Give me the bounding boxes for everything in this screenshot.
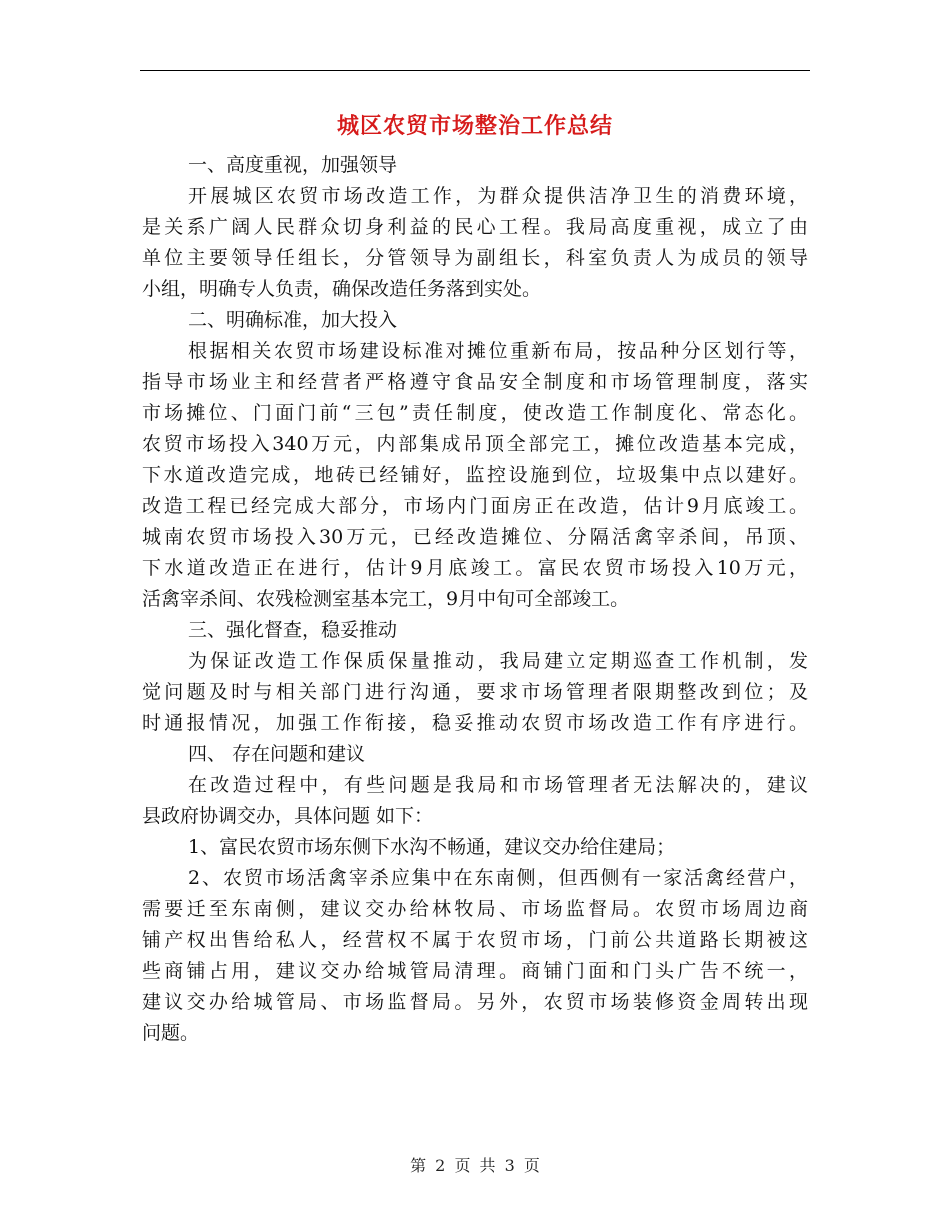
text-line: 单位主要领导任组长，分管领导为副组长，科室负责人为成员的领导 xyxy=(142,247,808,269)
text-line: 一、高度重视，加强领导 xyxy=(188,154,398,176)
text-line: 下水道改造正在进行，估计9月底竣工。富民农贸市场投入10万元， xyxy=(142,557,808,579)
text-line: 铺产权出售给私人，经营权不属于农贸市场，门前公共道路长期被这 xyxy=(142,929,808,951)
text-line: 1、富民农贸市场东侧下水沟不畅通，建议交办给住建局； xyxy=(188,836,676,858)
text-line: 开展城区农贸市场改造工作，为群众提供洁净卫生的消费环境， xyxy=(188,185,808,207)
text-line: 问题。 xyxy=(142,1022,200,1044)
header-rule xyxy=(140,70,810,71)
text-line: 三、强化督查，稳妥推动 xyxy=(188,619,398,641)
text-line: 时通报情况，加强工作衔接，稳妥推动农贸市场改造工作有序进行。 xyxy=(142,712,808,734)
text-line: 小组，明确专人负责，确保改造任务落到实处。 xyxy=(142,278,542,300)
text-line: 下水道改造完成，地砖已经铺好，监控设施到位，垃圾集中点以建好。 xyxy=(142,464,808,486)
text-line: 建议交办给城管局、市场监督局。另外，农贸市场装修资金周转出现 xyxy=(142,991,808,1013)
text-line: 2、农贸市场活禽宰杀应集中在东南侧，但西侧有一家活禽经营户， xyxy=(188,867,808,889)
text-line: 市场摊位、门面门前“三包”责任制度，使改造工作制度化、常态化。 xyxy=(142,402,808,424)
text-line: 为保证改造工作保质保量推动，我局建立定期巡查工作机制，发 xyxy=(188,650,808,672)
text-line: 四、 存在问题和建议 xyxy=(188,743,366,765)
text-line: 活禽宰杀间、农残检测室基本完工，9月中旬可全部竣工。 xyxy=(142,588,630,610)
text-line: 二、明确标准，加大投入 xyxy=(188,309,398,331)
document-body xyxy=(142,150,808,1049)
text-line: 根据相关农贸市场建设标准对摊位重新布局，按品种分区划行等， xyxy=(188,340,808,362)
text-line: 农贸市场投入340万元，内部集成吊顶全部完工，摊位改造基本完成， xyxy=(142,433,808,455)
text-line: 在改造过程中，有些问题是我局和市场管理者无法解决的，建议 xyxy=(188,774,808,796)
text-line: 城南农贸市场投入30万元，已经改造摊位、分隔活禽宰杀间，吊顶、 xyxy=(142,526,808,548)
page-number: 第 2 页 共 3 页 xyxy=(410,1156,540,1175)
text-line: 些商铺占用，建议交办给城管局清理。商铺门面和门头广告不统一， xyxy=(142,960,808,982)
text-line: 是关系广阔人民群众切身利益的民心工程。我局高度重视，成立了由 xyxy=(142,216,808,238)
text-line: 县政府协调交办，具体问题 如下： xyxy=(142,805,434,827)
document-title: 城区农贸市场整治工作总结 xyxy=(336,113,613,139)
text-line: 指导市场业主和经营者严格遵守食品安全制度和市场管理制度，落实 xyxy=(142,371,808,393)
text-line: 觉问题及时与相关部门进行沟通，要求市场管理者限期整改到位；及 xyxy=(142,681,808,703)
text-line: 改造工程已经完成大部分，市场内门面房正在改造，估计9月底竣工。 xyxy=(142,495,808,517)
text-line: 需要迁至东南侧，建议交办给林牧局、市场监督局。农贸市场周边商 xyxy=(142,898,808,920)
